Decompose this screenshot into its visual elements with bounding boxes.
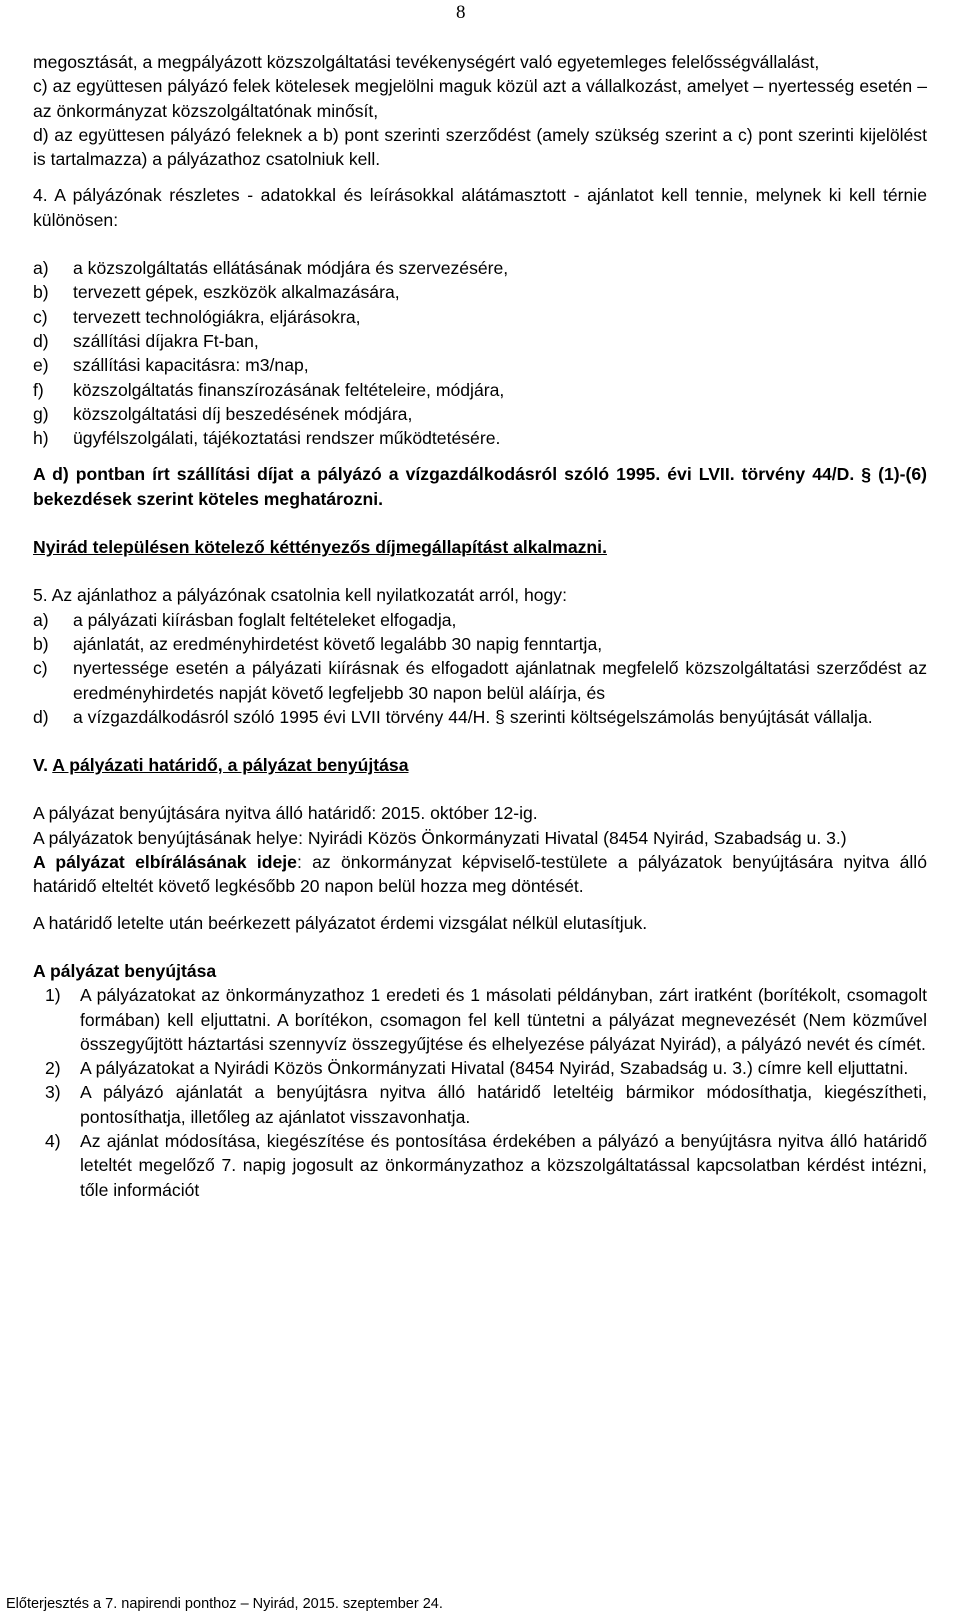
list-item (33, 329, 927, 353)
list-item (33, 632, 927, 656)
list-item-label: 3) (45, 1082, 61, 1103)
list-item-text: közszolgáltatás finanszírozásának feltételeire, módjára, (73, 379, 505, 400)
place-text: A pályázatok benyújtásának helye: Nyirádi Közös Önkormányzati Hivatal (8454 Nyirád, Szabadság u. 3.) (33, 827, 847, 848)
list-item-label: 4) (45, 1130, 61, 1151)
list-item-text: ajánlatát, az eredményhirdetést követő legalább 30 napig fenntartja, (73, 633, 603, 654)
list-item-text: közszolgáltatási díj beszedésének módjára, (73, 403, 413, 424)
list-item (33, 402, 927, 426)
list-item-text: a közszolgáltatás ellátásának módjára és szervezésére, (73, 258, 509, 279)
list-item (33, 705, 927, 729)
list-item-text: Az ajánlat módosítása, kiegészítése és pontosítása érdekében a pályázó a benyújtásra nyitva álló határidő leteltét megelőző 7. napig jogosult az önkormányzathoz a közszolgáltatással kapcsolatban kérdést intézni, tőle információt (80, 1130, 927, 1200)
list-item-label: a) (33, 258, 49, 279)
list-item-text: a pályázati kiírásban foglalt feltételeket elfogadja, (73, 609, 457, 630)
section-v-title: A pályázati határidő, a pályázat benyújtása (52, 755, 409, 776)
page-footer: Előterjesztés a 7. napirendi ponthoz – Nyirád, 2015. szeptember 24. (6, 1596, 443, 1612)
section-4-intro: 4. A pályázónak részletes - adatokkal és leírásokkal alátámasztott - ajánlatot kell tennie, melynek ki kell térnie különösen: (33, 185, 927, 230)
list-item-label: h) (33, 428, 49, 449)
list-item-text: A pályázatokat az önkormányzathoz 1 eredeti és 1 másolati példányban, zárt iratként (borítékolt, csomagolt formában) kell eljuttatni. A borítékon, csomagon fel kell tüntetni a pályázat megnevezését (Nem közművel összegyűjtött háztartási szennyvíz összegyűjtése és elhelyezése pályázat Nyirád), a pályázó nevét és címét. (80, 985, 927, 1054)
section-v-prefix: V. (33, 755, 53, 776)
list-item (33, 608, 927, 632)
list-item-text: nyertessége esetén a pályázati kiírásnak és elfogadott ajánlatnak megfelelő közszolgáltatási szerződést az eredményhirdetés napját követő legfeljebb 30 napon belül aláírja, és (73, 658, 927, 703)
intro-item-d: d) az együttesen pályázó feleknek a b) pont szerinti szerződést (amely szükség szerint a c) pont szerinti kijelölést is tartalmazza) a pályázathoz csatolniuk kell. (33, 124, 927, 170)
list-item-text: tervezett technológiákra, eljárásokra, (73, 306, 361, 327)
evaluation-text (33, 850, 927, 899)
list-item-text: ügyfélszolgálati, tájékoztatási rendszer működtetésére. (73, 428, 501, 449)
underlined-note (33, 535, 927, 559)
list-item (33, 256, 927, 280)
list-item-label: f) (33, 379, 44, 400)
deadline-text: A pályázat benyújtására nyitva álló határidő: 2015. október 12-ig. (33, 803, 538, 824)
list-item (33, 305, 927, 329)
list-item-label: e) (33, 355, 49, 376)
list-item-text: A pályázatokat a Nyirádi Közös Önkormányzati Hivatal (8454 Nyirád, Szabadság u. 3.) címre kell eljuttatni. (80, 1058, 909, 1079)
list-item (33, 1080, 927, 1129)
list-item (33, 1129, 927, 1202)
list-item-label: g) (33, 403, 49, 424)
submission-list (33, 983, 927, 1202)
section-v-heading (33, 753, 927, 777)
list-item (33, 378, 927, 402)
list-item (33, 983, 927, 1056)
list-item (33, 280, 927, 304)
list-item (33, 656, 927, 705)
underlined-note-text: Nyirád településen kötelező kéttényezős díjmegállapítást alkalmazni. (33, 537, 607, 558)
submission-heading (33, 959, 927, 983)
submission-heading-text: A pályázat benyújtása (33, 960, 217, 981)
section-5-list (33, 608, 927, 729)
list-item-label: a) (33, 609, 49, 630)
document-body (33, 50, 927, 1202)
page-number: 8 (456, 2, 466, 23)
section-5-intro: 5. Az ajánlathoz a pályázónak csatolnia kell nyilatkozatát arról, hogy: (33, 585, 567, 606)
bold-note-text: A d) pontban írt szállítási díjat a pályázó a vízgazdálkodásról szóló 1995. évi LVII. törvény 44/D. § (1)-(6) bekezdések szerint köteles meghatározni. (33, 464, 927, 509)
list-item-label: b) (33, 633, 49, 654)
list-item-text: a vízgazdálkodásról szóló 1995 évi LVII törvény 44/H. § szerinti költségelszámolás benyújtását vállalja. (73, 706, 873, 727)
section-4-list (33, 256, 927, 450)
list-item-label: 1) (45, 985, 61, 1006)
list-item-text: A pályázó ajánlatát a benyújtásra nyitva álló határidő leteltéig bármikor módosíthatja, kiegészítheti, pontosíthatja, illetőleg az ajánlatot visszavonhatja. (80, 1082, 927, 1127)
list-item-label: b) (33, 282, 49, 303)
list-item (33, 353, 927, 377)
list-item-label: 2) (45, 1058, 61, 1079)
list-item-label: d) (33, 706, 49, 727)
list-item-label: d) (33, 330, 49, 351)
list-item-label: c) (33, 658, 48, 679)
bold-note (33, 462, 927, 511)
intro-line: megosztását, a megpályázott közszolgáltatási tevékenységért való egyetemleges felelősségvállalást, (33, 52, 820, 72)
list-item-text: tervezett gépek, eszközök alkalmazására, (73, 282, 400, 303)
list-item (33, 1056, 927, 1080)
late-submission-text: A határidő letelte után beérkezett pályázatot érdemi vizsgálat nélkül elutasítjuk. (33, 912, 648, 933)
evaluation-body: : az önkormányzat képviselő-testülete a pályázatok benyújtására nyitva álló határidő elteltét követő legkésőbb 20 napon belül hozza meg döntését. (33, 852, 927, 897)
evaluation-label: A pályázat elbírálásának ideje (33, 852, 297, 873)
intro-item-c: c) az együttesen pályázó felek kötelesek megjelölni maguk közül azt a vállalkozást, amelyet – nyertesség esetén – az önkormányzat közszolgáltatónak minősít, (33, 76, 927, 121)
list-item-text: szállítási kapacitásra: m3/nap, (73, 355, 309, 376)
list-item-text: szállítási díjakra Ft-ban, (73, 330, 259, 351)
list-item (33, 426, 927, 450)
list-item-label: c) (33, 306, 48, 327)
